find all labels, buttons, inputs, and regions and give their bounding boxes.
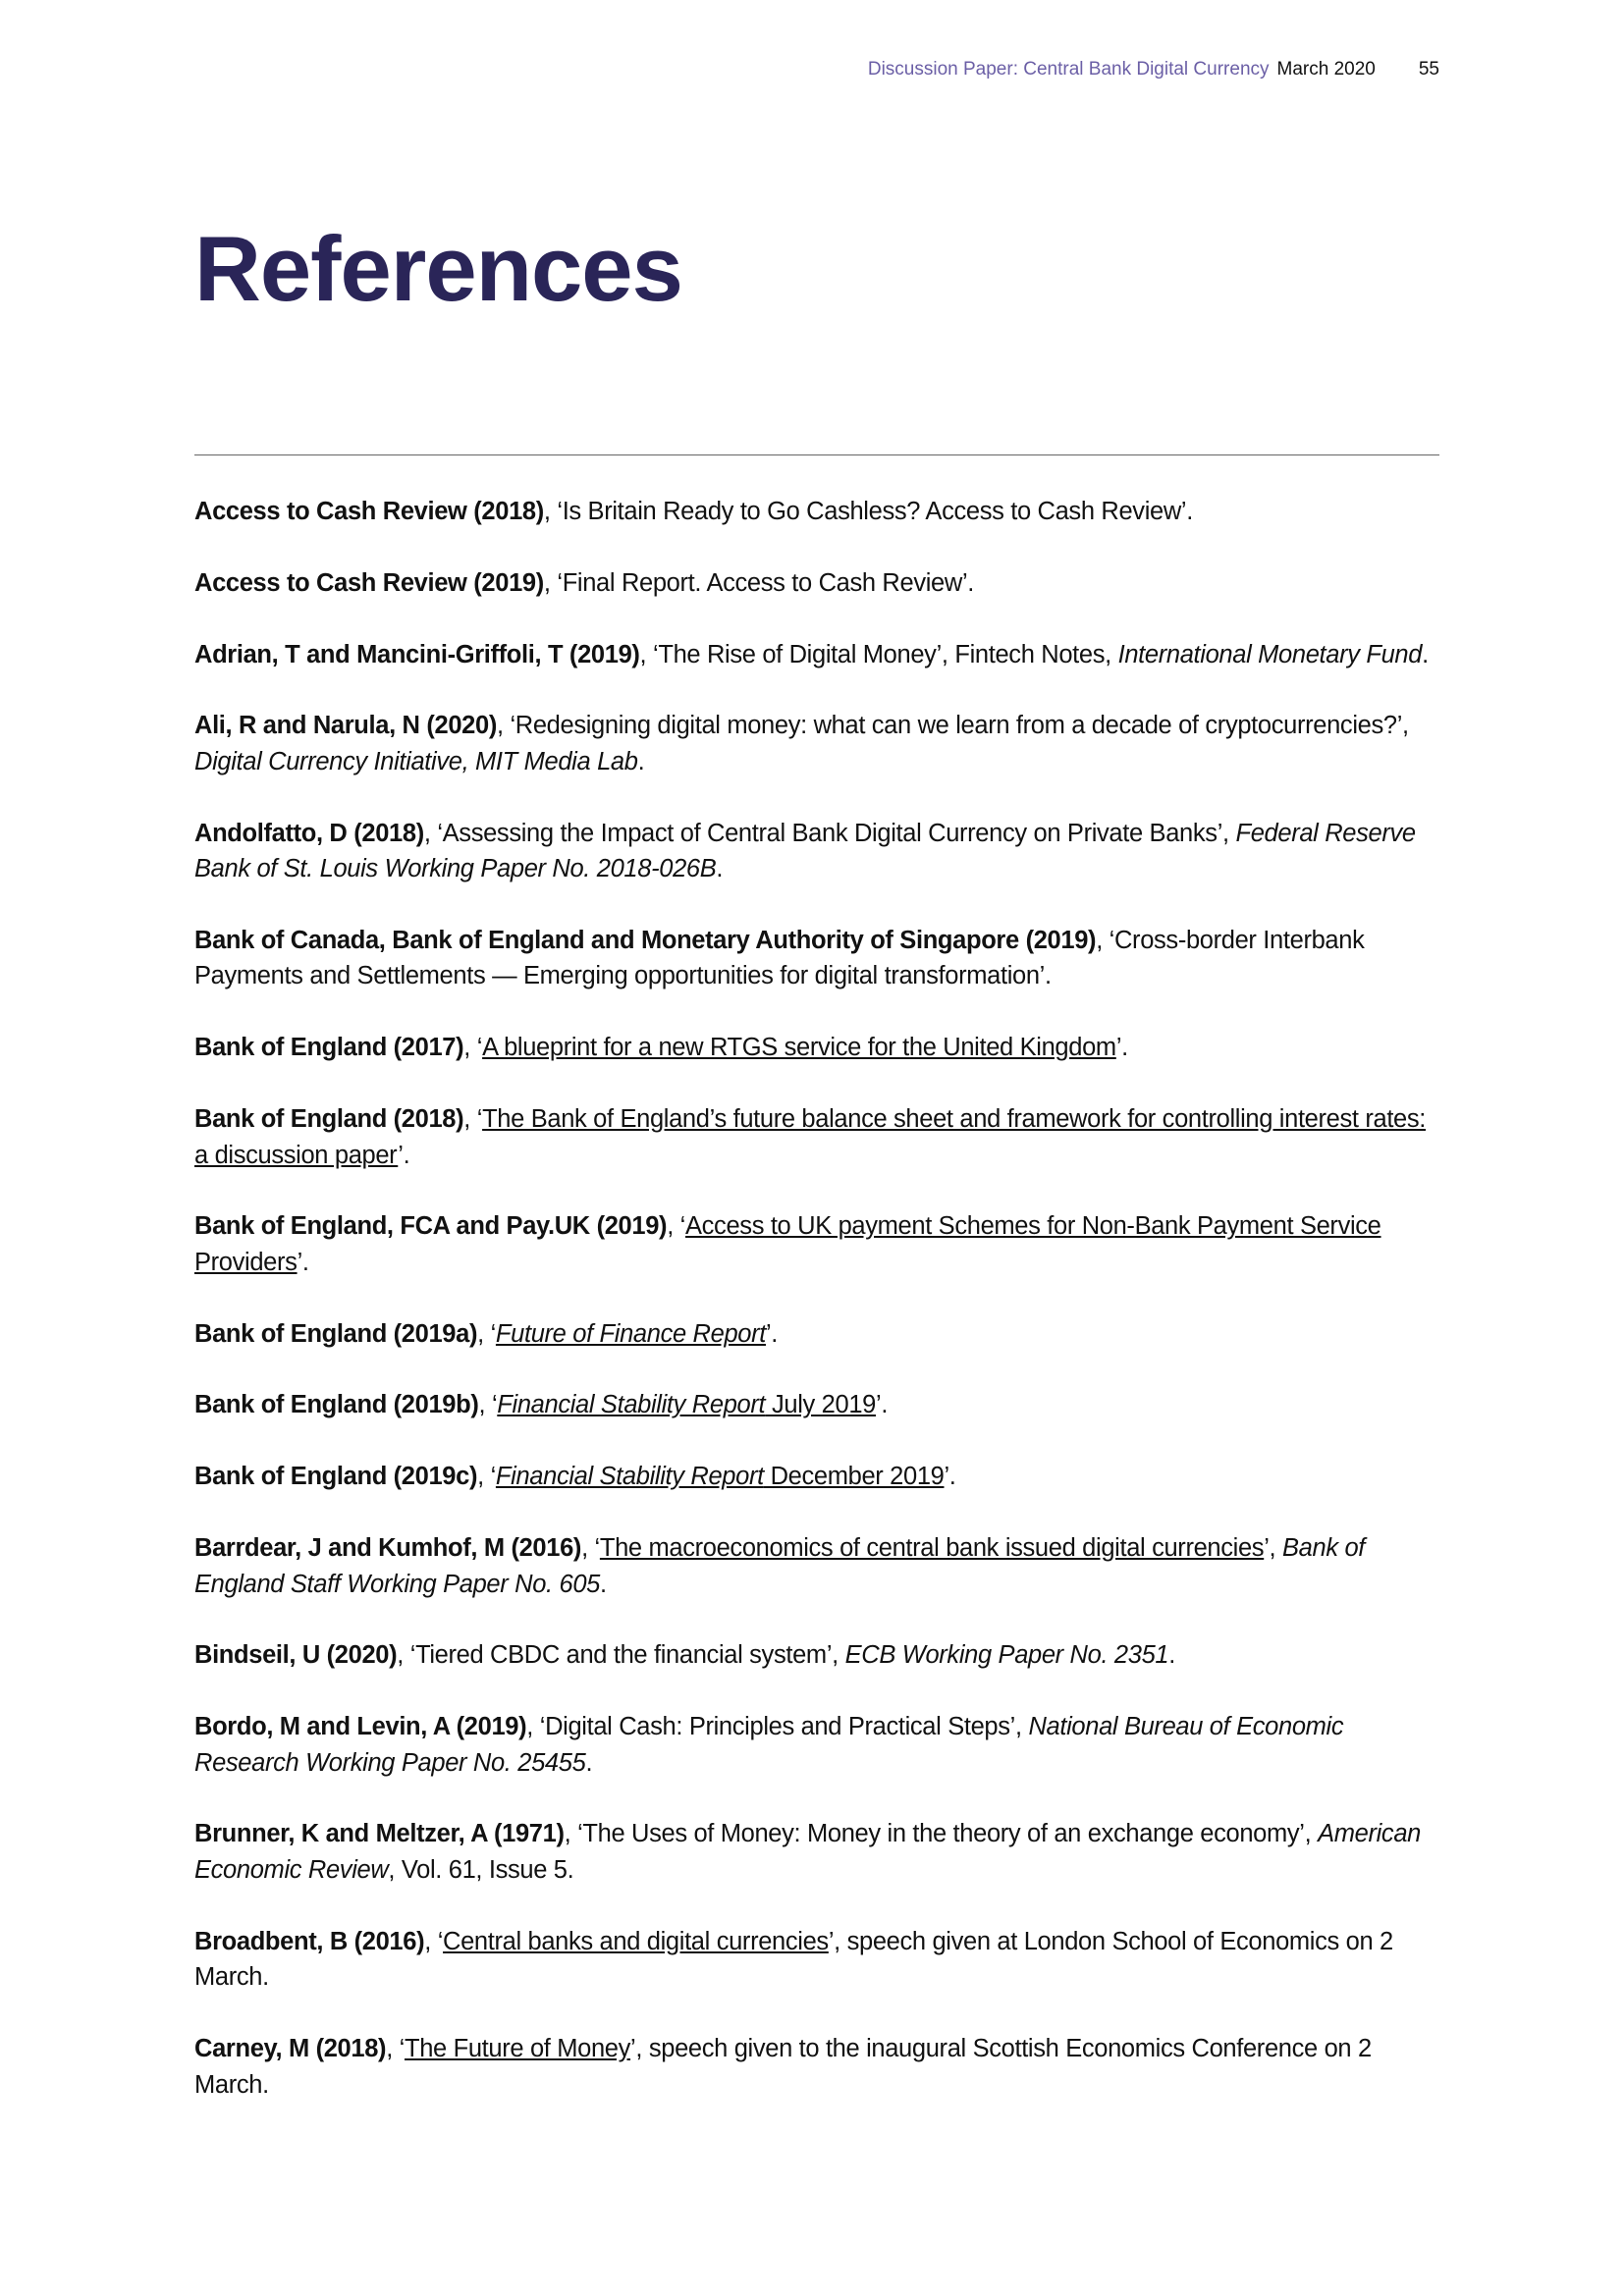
page-number: 55: [1418, 59, 1439, 80]
reference-author: Barrdear, J and Kumhof, M (2016): [194, 1534, 582, 1563]
reference-author: Bank of England (2019b): [194, 1391, 479, 1419]
reference-item: Ali, R and Narula, N (2020), ‘Redesigning digital money: what can we learn from a decade of cryptocurrencies?’, Digital Currency Initiative, MIT Media Lab.: [194, 712, 1409, 775]
reference-title: Redesigning digital money: what can we learn from a decade of cryptocurrencies?: [514, 712, 1397, 740]
reference-list: [194, 494, 1441, 2138]
reference-title: The Rise of Digital Money: [658, 640, 937, 668]
reference-link[interactable]: A blueprint for a new RTGS service for the United Kingdom: [482, 1034, 1116, 1062]
reference-series: , Fintech Notes,: [941, 640, 1118, 668]
reference-item: Bank of England (2019a), ‘Future of Finance Report’.: [194, 1319, 779, 1348]
reference-author: Access to Cash Review (2018): [194, 498, 544, 525]
header-series-title: Discussion Paper: Central Bank Digital Currency: [867, 59, 1270, 80]
reference-item: Bank of England, FCA and Pay.UK (2019), ‘Access to UK payment Schemes for Non-Bank Payment Service Providers’.: [194, 1212, 1381, 1276]
reference-source: International Monetary Fund: [1117, 640, 1423, 668]
reference-link[interactable]: [496, 1320, 766, 1348]
reference-item: Access to Cash Review (2018), ‘Is Britain Ready to Go Cashless? Access to Cash Review’.: [194, 498, 1193, 525]
reference-author: Bordo, M and Levin, A (2019): [194, 1713, 527, 1741]
reference-title: The Uses of Money: Money in the theory of an exchange economy: [582, 1820, 1300, 1848]
reference-item: Andolfatto, D (2018), ‘Assessing the Impact of Central Bank Digital Currency on Private Banks’, Federal Reserve Bank of St. Louis Working Paper No. 2018-026B.: [194, 819, 1416, 883]
header-date: March 2020: [1276, 59, 1376, 80]
page-title: References: [194, 217, 682, 320]
reference-item: Bordo, M and Levin, A (2019), ‘Digital Cash: Principles and Practical Steps’, National Bureau of Economic Research Working Paper No. 25455.: [194, 1713, 1344, 1777]
reference-author: Bank of England (2019a): [194, 1319, 478, 1348]
reference-link-date: July 2019: [765, 1391, 876, 1419]
reference-item: Bank of England (2019b), ‘Financial Stability Report July 2019’.: [194, 1391, 889, 1419]
reference-title: Is Britain Ready to Go Cashless? Access to Cash Review: [562, 498, 1181, 525]
reference-link[interactable]: The Future of Money: [404, 2035, 631, 2063]
reference-item: Brunner, K and Meltzer, A (1971), ‘The Uses of Money: Money in the theory of an exchange economy’, American Economic Review, Vol. 61, Issue 5.: [194, 1820, 1421, 1884]
reference-source: Bank of England Staff Working Paper No. 605: [194, 1534, 1366, 1598]
reference-link[interactable]: The Bank of England’s future balance sheet and framework for controlling interest rates: a discussion paper: [194, 1105, 1427, 1169]
reference-author: Bank of England (2018): [194, 1105, 464, 1134]
reference-title: Cross-border Interbank Payments and Settlements — Emerging opportunities for digital transformation: [194, 926, 1365, 990]
reference-source: Federal Reserve Bank of St. Louis Working Paper No. 2018-026B: [194, 819, 1416, 883]
reference-author: Bindseil, U (2020): [194, 1641, 398, 1670]
reference-author: Adrian, T and Mancini-Griffoli, T (2019): [194, 640, 640, 668]
reference-source: American Economic Review: [194, 1820, 1421, 1884]
reference-author: Bank of England (2017): [194, 1034, 464, 1062]
reference-author: Brunner, K and Meltzer, A (1971): [194, 1820, 565, 1848]
reference-author: Bank of England (2019c): [194, 1463, 478, 1491]
reference-item: Bank of England (2018), ‘The Bank of England’s future balance sheet and framework for controlling interest rates: a discussion paper’.: [194, 1105, 1427, 1169]
reference-note: ’, speech given at London School of Economics on 2 March.: [194, 1927, 1393, 1992]
reference-item: Bindseil, U (2020), ‘Tiered CBDC and the financial system’, ECB Working Paper No. 2351.: [194, 1641, 1176, 1670]
reference-title: Assessing the Impact of Central Bank Digital Currency on Private Banks: [442, 819, 1218, 847]
reference-link[interactable]: The macroeconomics of central bank issued digital currencies: [599, 1534, 1265, 1563]
reference-source: ECB Working Paper No. 2351: [844, 1641, 1169, 1670]
reference-title: Final Report. Access to Cash Review: [562, 568, 962, 597]
reference-item: Bank of England (2017), ‘A blueprint for a new RTGS service for the United Kingdom’.: [194, 1034, 1128, 1062]
reference-source: Digital Currency Initiative, MIT Media Lab: [194, 747, 638, 775]
reference-link[interactable]: [496, 1463, 945, 1490]
reference-item: Barrdear, J and Kumhof, M (2016), ‘The macroeconomics of central bank issued digital currencies’, Bank of England Staff Working Paper No. 605.: [194, 1534, 1366, 1598]
running-header: [868, 59, 1439, 80]
reference-link-title: Financial Stability Report: [495, 1463, 764, 1491]
reference-volume: , Vol. 61, Issue 5.: [388, 1855, 574, 1884]
reference-item: Adrian, T and Mancini-Griffoli, T (2019), ‘The Rise of Digital Money’, Fintech Notes, International Monetary Fund.: [194, 640, 1429, 668]
reference-link[interactable]: Central banks and digital currencies: [443, 1927, 829, 1955]
reference-title: Tiered CBDC and the financial system: [415, 1641, 827, 1670]
reference-item: Bank of England (2019c), ‘Financial Stability Report December 2019’.: [194, 1463, 956, 1491]
reference-author: Ali, R and Narula, N (2020): [194, 712, 497, 740]
reference-item: Carney, M (2018), ‘The Future of Money’, speech given to the inaugural Scottish Economics Conference on 2 March.: [194, 2035, 1372, 2099]
reference-item: Access to Cash Review (2019), ‘Final Report. Access to Cash Review’.: [194, 568, 975, 597]
reference-link-title: Financial Stability Report: [497, 1391, 766, 1419]
reference-link-date: December 2019: [763, 1463, 945, 1491]
reference-link[interactable]: Access to UK payment Schemes for Non-Bank Payment Service Providers: [194, 1212, 1381, 1276]
reference-author: Carney, M (2018): [194, 2035, 387, 2063]
reference-link-title: Future of Finance Report: [495, 1319, 766, 1348]
reference-author: Access to Cash Review (2019): [194, 568, 544, 597]
title-divider: [194, 454, 1439, 455]
reference-item: Broadbent, B (2016), ‘Central banks and digital currencies’, speech given at London School of Economics on 2 March.: [194, 1927, 1393, 1992]
reference-title: Digital Cash: Principles and Practical Steps: [545, 1713, 1010, 1741]
reference-author: Broadbent, B (2016): [194, 1927, 425, 1955]
reference-author: Bank of Canada, Bank of England and Monetary Authority of Singapore (2019): [194, 926, 1097, 954]
reference-source: National Bureau of Economic Research Working Paper No. 25455: [194, 1713, 1344, 1777]
reference-link[interactable]: [497, 1391, 876, 1418]
reference-author: Andolfatto, D (2018): [194, 819, 424, 847]
reference-item: Bank of Canada, Bank of England and Monetary Authority of Singapore (2019), ‘Cross-border Interbank Payments and Settlements — Emerging opportunities for digital transformation’.: [194, 926, 1365, 990]
reference-author: Bank of England, FCA and Pay.UK (2019): [194, 1212, 668, 1241]
reference-note: ’, speech given to the inaugural Scottish Economics Conference on 2 March.: [194, 2035, 1372, 2099]
